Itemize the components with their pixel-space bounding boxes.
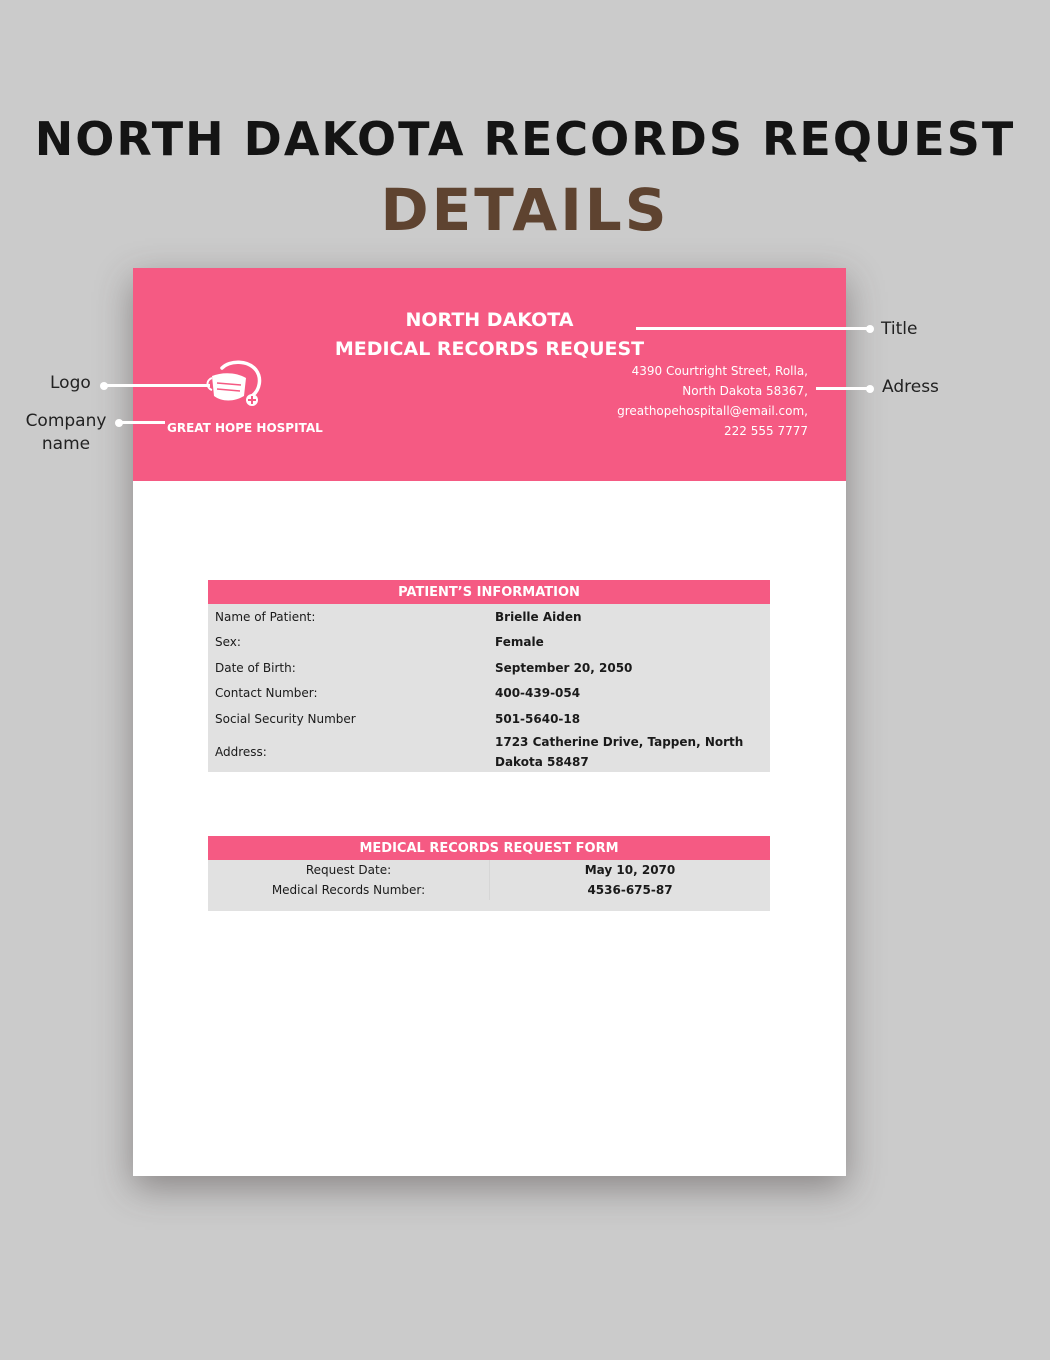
row-label: Name of Patient: bbox=[215, 609, 316, 624]
row-value: Female bbox=[495, 635, 544, 650]
callout-company-line bbox=[119, 421, 165, 424]
table-row bbox=[208, 655, 770, 681]
address-line2: North Dakota 58367, bbox=[682, 384, 808, 398]
callout-company-label bbox=[24, 410, 108, 456]
table-row bbox=[208, 732, 770, 772]
row-value: 1723 Catherine Drive, Tappen, North Dakota 58487 bbox=[495, 734, 744, 769]
address-phone: 222 555 7777 bbox=[724, 424, 808, 438]
row-label: Date of Birth: bbox=[215, 660, 296, 675]
callout-address-label: Adress bbox=[882, 377, 939, 397]
row-value: 501-5640-18 bbox=[495, 711, 581, 726]
callout-address-dot bbox=[866, 385, 874, 393]
company-name: GREAT HOPE HOSPITAL bbox=[167, 421, 323, 435]
callout-title-dot bbox=[866, 325, 874, 333]
page-heading: NORTH DAKOTA RECORDS REQUEST bbox=[34, 112, 1016, 166]
callout-company-line1: Company bbox=[25, 411, 107, 431]
company-address bbox=[617, 361, 808, 441]
patient-info-header: PATIENT’S INFORMATION bbox=[208, 580, 770, 604]
row-value: September 20, 2050 bbox=[495, 660, 633, 675]
row-label: Request Date: bbox=[305, 863, 392, 877]
table-row bbox=[208, 706, 770, 732]
request-form-header: MEDICAL RECORDS REQUEST FORM bbox=[208, 836, 770, 860]
section-padding bbox=[208, 900, 770, 911]
table-row bbox=[208, 681, 770, 707]
callout-address-line bbox=[816, 387, 870, 390]
row-label: Address: bbox=[215, 744, 267, 759]
callout-title-line bbox=[636, 327, 870, 330]
row-value: 400-439-054 bbox=[495, 686, 581, 701]
callout-logo-line bbox=[104, 384, 210, 387]
row-value: 4536-675-87 bbox=[489, 880, 770, 900]
row-value: May 10, 2070 bbox=[489, 860, 770, 880]
row-value: Brielle Aiden bbox=[495, 609, 582, 624]
table-row bbox=[208, 880, 770, 900]
table-row bbox=[208, 604, 770, 630]
patient-info-section bbox=[208, 580, 770, 772]
document-title bbox=[133, 306, 846, 364]
callout-company-line2: name bbox=[41, 434, 91, 454]
callout-logo-label: Logo bbox=[50, 373, 91, 393]
document-title-line2: MEDICAL RECORDS REQUEST bbox=[334, 338, 645, 360]
document-header-banner bbox=[133, 268, 846, 481]
row-label: Medical Records Number: bbox=[271, 883, 426, 897]
row-label: Social Security Number bbox=[215, 711, 356, 726]
row-label: Contact Number: bbox=[215, 686, 318, 701]
address-email: greathopehospitall@email.com, bbox=[617, 404, 808, 418]
document-sheet bbox=[133, 268, 846, 1176]
table-row bbox=[208, 860, 770, 880]
callout-title-label: Title bbox=[881, 319, 918, 339]
table-row bbox=[208, 630, 770, 656]
page-subheading: DETAILS bbox=[380, 176, 670, 244]
medical-mask-icon bbox=[204, 358, 264, 412]
address-line1: 4390 Courtright Street, Rolla, bbox=[631, 364, 808, 378]
row-label: Sex: bbox=[215, 635, 241, 650]
request-form-section bbox=[208, 836, 770, 911]
document-title-line1: NORTH DAKOTA bbox=[405, 309, 574, 331]
